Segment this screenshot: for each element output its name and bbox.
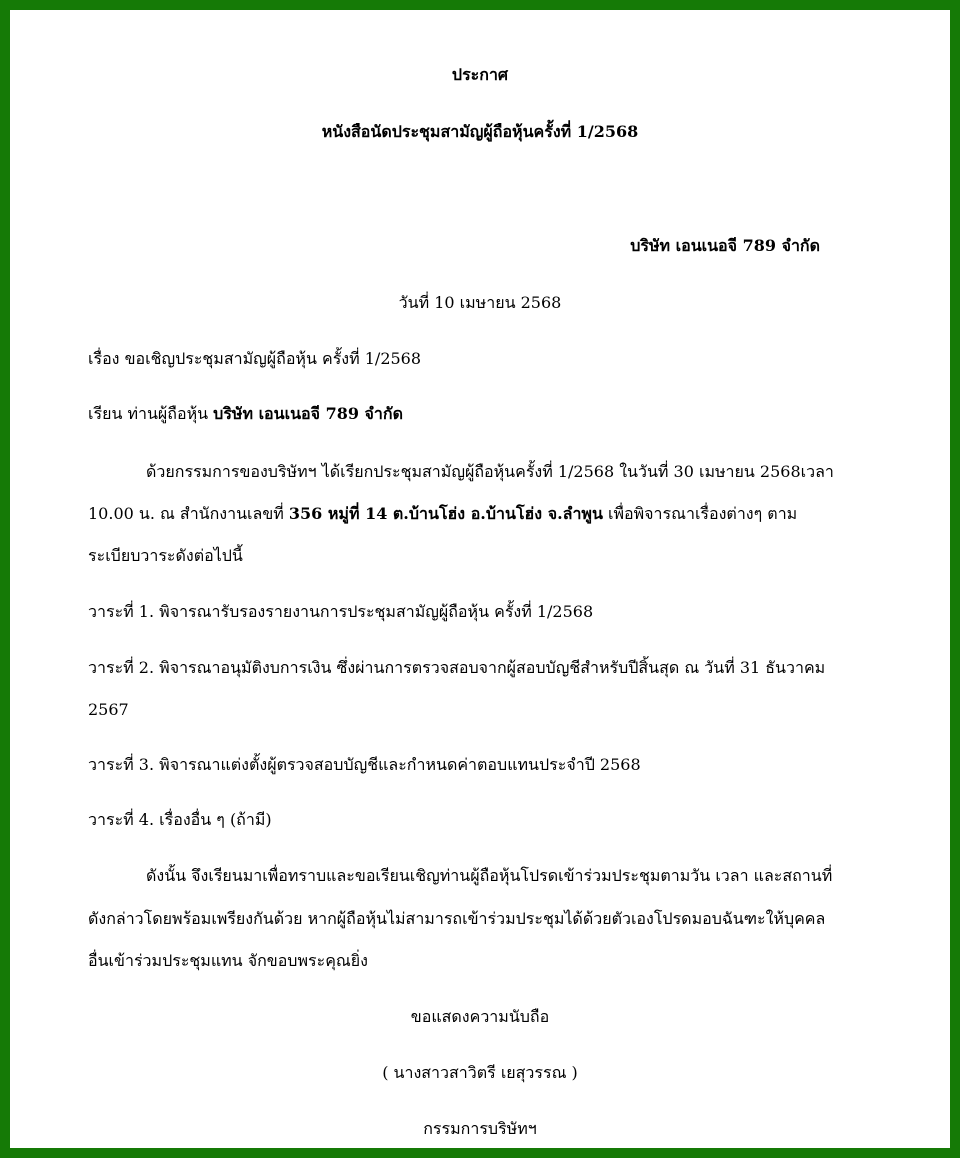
intro-paragraph-line-2 — [88, 504, 797, 524]
addressee-company: บริษัท เอนเนอจี 789 จำกัด — [213, 404, 403, 423]
closing-paragraph-line-1: ดังนั้น จึงเรียนมาเพื่อทราบและขอเรียนเชิญท่านผู้ถือหุ้นโปรดเข้าร่วมประชุมตามวัน เวลา และสถานที่ — [146, 866, 833, 885]
agenda-item-4: วาระที่ 4. เรื่องอื่น ๆ (ถ้ามี) — [88, 810, 272, 829]
regards-line: ขอแสดงความนับถือ — [410, 1007, 550, 1026]
agenda-item-2-continued: 2567 — [88, 700, 129, 719]
intro-time-place: 10.00 น. ณ สำนักงานเลขที่ — [88, 504, 289, 523]
notice-subtitle: หนังสือนัดประชุมสามัญผู้ถือหุ้นครั้งที่ 1/2568 — [321, 122, 639, 141]
intro-address: 356 หมู่ที่ 14 ต.บ้านโฮ่ง อ.บ้านโฮ่ง จ.ลำพูน — [288, 504, 603, 523]
agenda-item-2: วาระที่ 2. พิจารณาอนุมัติงบการเงิน ซึ่งผ่านการตรวจสอบจากผู้สอบบัญชีสำหรับปีสิ้นสุด ณ วันที่ 31 ธันวาคม — [88, 658, 826, 677]
company-name: บริษัท เอนเนอจี 789 จำกัด — [630, 236, 820, 255]
meeting-notice-document — [10, 10, 950, 1148]
signatory-name: ( นางสาวสาวิตรี เยสุวรรณ ) — [382, 1063, 578, 1082]
notice-title: ประกาศ — [451, 65, 509, 84]
intro-paragraph-line-1: ด้วยกรรมการของบริษัทฯ ได้เรียกประชุมสามัญผู้ถือหุ้นครั้งที่ 1/2568 ในวันที่ 30 เมษายน 2568เวลา — [146, 462, 834, 481]
closing-paragraph-line-3: อื่นเข้าร่วมประชุมแทน จักขอบพระคุณยิ่ง — [88, 951, 368, 970]
agenda-item-3: วาระที่ 3. พิจารณาแต่งตั้งผู้ตรวจสอบบัญชีและกำหนดค่าตอบแทนประจำปี 2568 — [88, 755, 641, 774]
agenda-item-1: วาระที่ 1. พิจารณารับรองรายงานการประชุมสามัญผู้ถือหุ้น ครั้งที่ 1/2568 — [88, 602, 594, 621]
signatory-position: กรรมการบริษัทฯ — [423, 1119, 537, 1138]
closing-paragraph-line-2: ดังกล่าวโดยพร้อมเพรียงกันด้วย หากผู้ถือหุ้นไม่สามารถเข้าร่วมประชุมได้ด้วยตัวเองโปรดมอบฉันฑะให้บุคคล — [88, 909, 826, 928]
addressee-line — [88, 404, 403, 424]
intro-paragraph-line-3: ระเบียบวาระดังต่อไปนี้ — [88, 546, 243, 565]
subject-line: เรื่อง ขอเชิญประชุมสามัญผู้ถือหุ้น ครั้งที่ 1/2568 — [88, 349, 422, 368]
addressee-prefix: เรียน ท่านผู้ถือหุ้น — [88, 404, 214, 423]
intro-purpose: เพื่อพิจารณาเรื่องต่างๆ ตาม — [602, 504, 798, 523]
notice-date: วันที่ 10 เมษายน 2568 — [398, 293, 562, 312]
